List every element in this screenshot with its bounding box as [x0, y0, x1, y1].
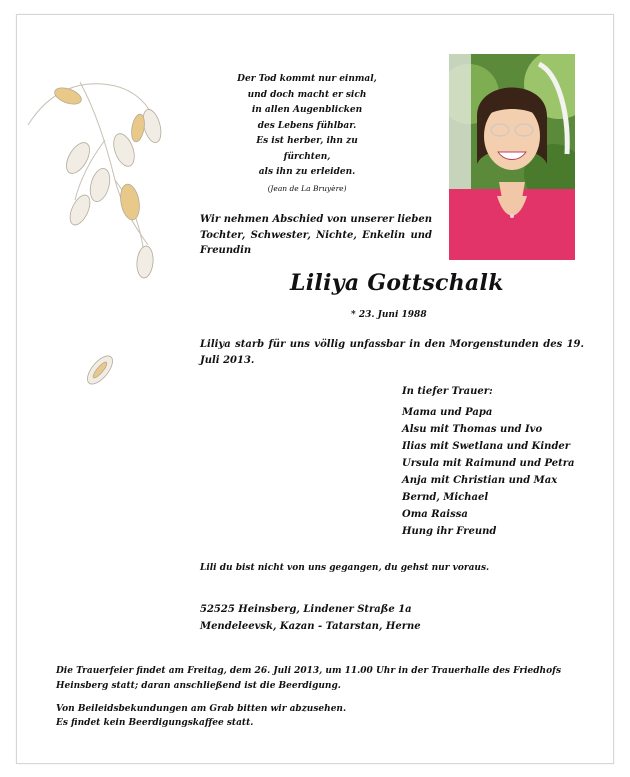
address-block — [200, 601, 421, 635]
birth-date: * 23. Juni 1988 — [351, 310, 427, 320]
quote-line: Es ist herber, ihn zu fürchten, — [256, 136, 358, 162]
deceased-name: Liliya Gottschalk — [290, 270, 504, 296]
farewell-line: Lili du bist nicht von uns gegangen, du gehst nur voraus. — [200, 563, 490, 573]
mourners-list — [402, 404, 575, 540]
quote-line: und doch macht er sich — [247, 89, 367, 100]
intro-text: Wir nehmen Abschied von unserer lieben Tochter, Schwester, Nichte, Enkelin und Freundin — [200, 214, 432, 256]
death-notice: Liliya starb für uns völlig unfassbar in den Morgenstunden des 19. Juli 2013. — [200, 339, 584, 366]
quote-line: des Lebens fühlbar. — [257, 120, 357, 131]
condolence-info — [56, 702, 476, 730]
address-line: Mendeleevsk, Kazan - Tatarstan, Herne — [200, 621, 421, 632]
condolence-line: Von Beileidsbekundungen am Grab bitten wir abzusehen. — [56, 704, 347, 714]
mourner-entry: Ursula mit Raimund und Petra — [402, 458, 575, 469]
mourner-entry: Alsu mit Thomas und Ivo — [402, 424, 543, 435]
mourning-heading: In tiefer Trauer: — [402, 386, 493, 397]
quote-author: (Jean de La Bruyère) — [267, 183, 347, 193]
mourner-entry: Hung ihr Freund — [402, 526, 497, 537]
portrait-photo — [449, 54, 575, 260]
condolence-line: Es findet kein Beerdigungskaffee statt. — [56, 718, 254, 728]
funeral-info: Die Trauerfeier findet am Freitag, dem 26. Juli 2013, um 11.00 Uhr in der Trauerhalle des Friedhofs Heinsberg statt; daran anschließend ist die Beerdigung. — [56, 666, 562, 691]
quote-block — [232, 72, 382, 197]
quote-line: Der Tod kommt nur einmal, — [237, 74, 377, 84]
mourner-entry: Ilias mit Swetlana und Kinder — [402, 441, 571, 452]
mourner-entry: Mama und Papa — [402, 407, 493, 418]
quote-line: als ihn zu erleiden. — [258, 167, 356, 177]
mourner-entry: Oma Raissa — [402, 509, 468, 520]
quote-line: in allen Augenblicken — [251, 105, 363, 115]
mourner-entry: Anja mit Christian und Max — [402, 475, 558, 486]
mourner-entry: Bernd, Michael — [402, 492, 489, 503]
address-line: 52525 Heinsberg, Lindener Straße 1a — [200, 604, 412, 615]
leaf-branch-illustration — [20, 70, 170, 410]
